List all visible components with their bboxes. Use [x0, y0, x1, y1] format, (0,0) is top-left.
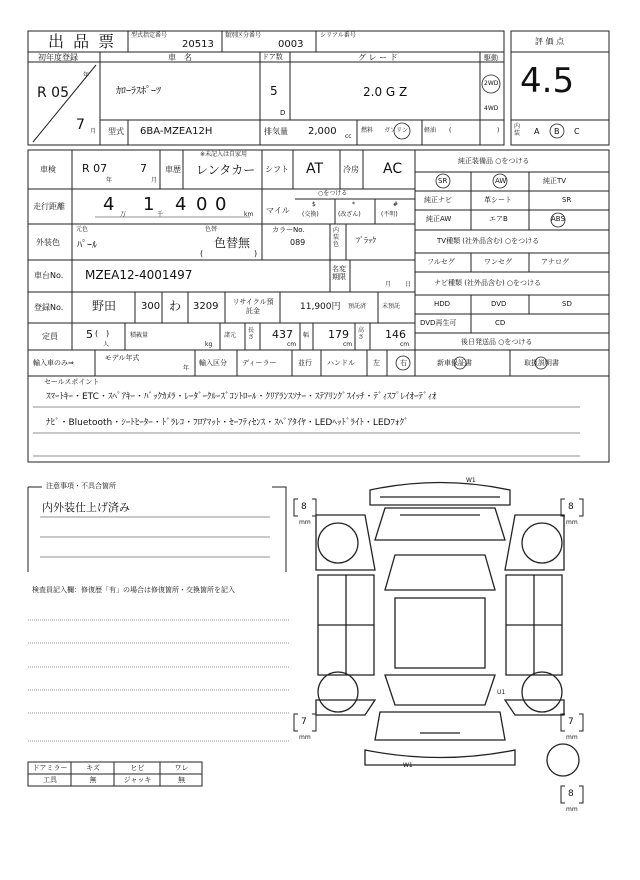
sales-points-line-1: ｽﾏｰﾄｷｰ・ETC・ｽﾍﾟｱｷｰ・ﾊﾞｯｸｶﾒﾗ・ﾚｰﾀﾞｰｸﾙｰｽﾞｺﾝﾄﾛｰﾙ・ｸﾘｱﾗﾝｽｿﾅｰ・ｽﾃｱﾘﾝｸﾞｽｲｯﾁ・ﾃﾞｨｽﾌﾟﾚｲｵｰﾃﾞｨｵ	[46, 392, 437, 402]
damage-mark-u1: U1	[497, 689, 506, 696]
height-label: 高さ	[358, 327, 365, 342]
score-value: 4.5	[520, 61, 575, 101]
load-label: 積載量	[130, 332, 149, 339]
handle-left[interactable]: 左	[373, 359, 380, 367]
equip-aero[interactable]: AW	[495, 177, 507, 185]
equip-leather[interactable]: 革シート	[484, 196, 512, 204]
interior-color-label: 内装色	[333, 227, 340, 248]
fuel-diesel[interactable]: 軽油	[424, 127, 437, 134]
chassis-value: MZEA12-4001497	[85, 268, 193, 282]
interior-label: 内装	[514, 123, 521, 137]
height-value: 146	[385, 328, 406, 341]
tread-front-right: 8	[568, 502, 574, 512]
recycle-paid[interactable]: 預託済	[348, 303, 367, 310]
reg-month: 7	[76, 117, 85, 133]
doors-suffix: D	[280, 109, 286, 117]
handle-label: ハンドル	[327, 359, 355, 367]
model-year-label: モデル年式	[104, 354, 140, 362]
history-label: 車歴	[165, 165, 181, 174]
equipment-title: 純正装備品 ○をつける	[458, 157, 530, 165]
mileage-digit-2: 1	[143, 194, 155, 215]
displacement-unit: cc	[345, 133, 352, 140]
plate-class: 300	[141, 301, 161, 312]
score-label: 評 価 点	[535, 37, 565, 46]
length-label: 長さ	[248, 327, 255, 342]
model-label: 型式	[108, 127, 124, 136]
tread-front-right-unit: mm	[566, 519, 578, 526]
drive-4wd[interactable]: 4WD	[484, 105, 499, 112]
tread-rear-right-unit: mm	[566, 734, 578, 741]
meter-tamper-sym[interactable]: *	[352, 201, 355, 208]
load-unit: kg	[205, 341, 213, 348]
width-unit: cm	[343, 341, 353, 348]
notes-line-1: 内外装仕上げ済み	[42, 501, 130, 514]
dealer-option[interactable]: ディーラー	[242, 359, 277, 367]
capacity-open: (	[95, 329, 99, 338]
dims-label: 諸元	[224, 332, 237, 339]
drive-2wd[interactable]: 2WD	[484, 80, 499, 87]
equip-sunroof[interactable]: SR	[438, 177, 448, 185]
later-title: 後日発送品 ○をつける	[461, 338, 533, 346]
width-value: 179	[328, 328, 349, 341]
meter-circle-label: ○をつける	[318, 190, 348, 197]
tread-front-left: 8	[301, 502, 307, 512]
mileage-unit: km	[244, 211, 254, 218]
legend-break: ワレ	[174, 764, 189, 772]
inspection-month: 7	[140, 162, 147, 175]
displacement-value: 2,000	[308, 126, 337, 137]
meter-unknown-sym[interactable]: #	[393, 201, 399, 208]
history-note: ※未記入は自家用	[200, 151, 248, 158]
repaint-close: )	[254, 249, 258, 258]
mileage-man: 万	[120, 211, 127, 218]
recycle-label: リサイクル預託金	[232, 298, 274, 316]
repaint-value: 色替無	[214, 236, 251, 250]
inspection-month-unit: 月	[151, 177, 158, 184]
plate-area: 野田	[92, 299, 117, 313]
later-manual[interactable]: 取扱説明書	[524, 359, 559, 367]
capacity-label: 定員	[42, 332, 58, 341]
color-label: 外装色	[36, 238, 60, 247]
legend-scratch: キズ	[86, 764, 100, 772]
plate-label: 登録No.	[34, 303, 64, 312]
tread-rear-left-unit: mm	[299, 734, 311, 741]
length-value: 437	[272, 328, 293, 341]
parallel-option[interactable]: 並行	[298, 359, 312, 367]
import-class-label: 輸入区分	[199, 359, 227, 367]
mileage-digit-5: 0	[215, 194, 227, 215]
shift-value: AT	[306, 161, 324, 177]
inspector-label: 検査員記入欄：修復歴「有」の場合は修復箇所・交換箇所を記入	[32, 586, 235, 594]
damage-mark-front: W1	[466, 477, 476, 484]
dvd-play[interactable]: DVD再生可	[420, 319, 457, 327]
interior-color: ﾌﾞﾗｯｸ	[356, 236, 376, 245]
orig-color-label: 元色	[76, 226, 89, 233]
import-label: 輸入車のみ⇒	[33, 359, 74, 367]
fuel-other-close: )	[497, 127, 500, 134]
ac-value: AC	[383, 161, 403, 177]
grade-label: グ レ ー ド	[358, 53, 398, 62]
equip-aw[interactable]: 純正AW	[426, 215, 452, 223]
shift-label: シフト	[265, 165, 289, 174]
mile-label: マイル	[266, 206, 290, 215]
equip-tv[interactable]: 純正TV	[543, 177, 567, 185]
handle-right[interactable]: 右	[400, 359, 407, 367]
orig-color: ﾊﾟｰﾙ	[77, 240, 97, 251]
navi-hdd[interactable]: HDD	[434, 300, 451, 308]
width-label: 幅	[303, 332, 310, 339]
legend-crack: ヒビ	[130, 764, 145, 772]
color-no: 089	[290, 238, 306, 247]
notes-label: 注意事項・不具合箇所	[46, 482, 116, 490]
interior-c[interactable]: C	[574, 127, 580, 136]
navi-title: ナビ種類 (社外品含む) ○をつける	[434, 279, 542, 287]
length-unit: cm	[287, 341, 297, 348]
chassis-label: 車台No.	[34, 271, 64, 280]
type-spec-label: 型式指定番号	[131, 32, 168, 39]
meter-tamper[interactable]: (改ざん)	[338, 211, 361, 218]
model-value: 6BA-MZEA12H	[140, 126, 213, 137]
legend-door-mirror: ドアミラー	[32, 764, 68, 772]
car-name: ｶﾛｰﾗｽﾎﾟｰﾂ	[116, 86, 161, 97]
legend-jack: ジャッキ	[123, 776, 152, 784]
model-year-unit: 年	[183, 365, 190, 372]
equip-abs[interactable]: ABS	[551, 215, 565, 223]
capacity-close: )	[106, 329, 110, 338]
plate-kana: わ	[169, 299, 182, 313]
repaint-open: (	[200, 249, 204, 258]
inspection-year-unit: 年	[106, 177, 113, 184]
mileage-digit-1: 4	[103, 194, 115, 215]
name-change-day: 日	[405, 281, 412, 288]
mileage-label: 走行距離	[33, 202, 65, 211]
history-value: レンタカー	[196, 163, 256, 177]
repaint-label: 色替	[205, 226, 218, 233]
reg-year-unit: 年	[83, 72, 90, 79]
tv-fullseg[interactable]: フルセグ	[427, 258, 455, 266]
fuel-gas[interactable]: ガソリン	[384, 127, 409, 134]
name-change-month: 月	[385, 281, 392, 288]
equip-sr[interactable]: SR	[562, 196, 572, 204]
car-diagram	[316, 483, 579, 777]
class-no: 0003	[278, 39, 304, 50]
equip-navi[interactable]: 純正ナビ	[424, 196, 452, 204]
legend-jack-value: 無	[178, 776, 185, 784]
reg-month-unit: 月	[90, 128, 97, 135]
navi-dvd[interactable]: DVD	[491, 300, 507, 308]
legend-tools-value: 無	[89, 776, 97, 784]
capacity-unit: 人	[103, 341, 110, 348]
fuel-other-open: (	[449, 127, 452, 134]
tread-spare-unit: mm	[566, 806, 578, 813]
meter-swap-sym[interactable]: $	[312, 201, 316, 208]
meter-swap[interactable]: (交換)	[302, 211, 319, 218]
damage-mark-rear: W1	[403, 762, 413, 769]
ac-label: 冷房	[343, 165, 359, 174]
plate-no: 3209	[193, 301, 219, 312]
color-no-label: カラーNo.	[272, 226, 305, 234]
doors-label: ドア数	[262, 53, 283, 61]
tv-oneseg[interactable]: ワンセグ	[484, 258, 512, 266]
tread-spare: 8	[568, 789, 574, 799]
height-unit: cm	[400, 341, 410, 348]
inspection-label: 車検	[40, 165, 56, 174]
later-warranty[interactable]: 新車保証書	[437, 359, 472, 367]
tread-rear-left: 7	[301, 717, 307, 727]
sales-points-line-2: ﾅﾋﾞ・Bluetooth・ｼｰﾄﾋｰﾀｰ・ﾄﾞﾗﾚｺ・ﾌﾛｱﾏｯﾄ・ｾｰﾌﾃｨｾﾝｽ・ｽﾍﾟｱﾀｲﾔ・LEDﾍｯﾄﾞﾗｲﾄ・LEDﾌｫｸﾞ	[46, 418, 409, 428]
capacity-value: 5	[86, 328, 93, 341]
drive-label: 駆動	[484, 54, 498, 62]
inspection-year: R 07	[82, 162, 108, 175]
serial-label: シリアル番号	[320, 32, 356, 39]
tread-rear-right: 7	[568, 717, 574, 727]
equip-airbag[interactable]: エアB	[489, 215, 508, 223]
interior-b[interactable]: B	[554, 127, 560, 136]
class-no-label: 類別区分番号	[225, 32, 262, 39]
type-spec-no: 20513	[182, 39, 214, 50]
recycle-amount: 11,900円	[300, 302, 341, 312]
tv-analog[interactable]: アナログ	[541, 258, 569, 266]
fuel-label: 燃料	[361, 127, 374, 134]
tv-title: TV種類 (社外品含む) ○をつける	[437, 237, 540, 245]
meter-unknown[interactable]: (不明)	[381, 211, 398, 218]
mileage-digit-4: 0	[196, 194, 208, 215]
first-reg-label: 初年度登録	[38, 53, 78, 62]
mileage-digit-3: 4	[175, 194, 187, 215]
reg-era: R 05	[37, 85, 69, 101]
navi-sd[interactable]: SD	[562, 300, 572, 308]
displacement-label: 排気量	[264, 127, 288, 136]
grade-value: 2.0 G Z	[363, 85, 408, 99]
doors-value: 5	[270, 84, 278, 98]
car-name-label: 車 名	[168, 53, 192, 62]
name-change-label: 名変期限	[332, 265, 346, 282]
recycle-unpaid[interactable]: 未預託	[382, 303, 401, 310]
interior-a[interactable]: A	[534, 127, 540, 136]
tread-front-left-unit: mm	[299, 519, 311, 526]
navi-cd[interactable]: CD	[495, 319, 506, 327]
sales-points-label: セールスポイント	[44, 378, 100, 386]
legend-tools: 工具	[43, 776, 57, 784]
form-title: 出 品 票	[48, 32, 117, 51]
mileage-sen: 千	[157, 211, 164, 218]
